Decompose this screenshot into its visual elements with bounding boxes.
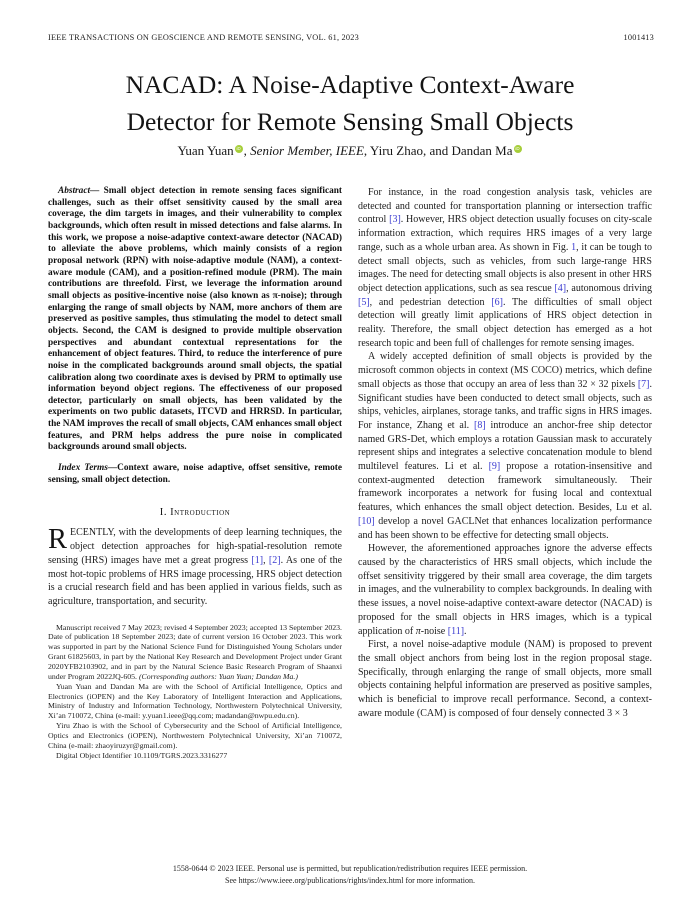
author-membership: Senior Member, IEEE — [250, 143, 364, 158]
citation-link[interactable]: [5] — [358, 296, 370, 308]
index-terms-paragraph — [48, 463, 342, 486]
footer-copyright: 1558-0644 © 2023 IEEE. Personal use is permitted, but republication/redistribution requires IEEE permission. — [172, 864, 528, 873]
author-separator: , — [243, 143, 251, 158]
index-terms-label: Index Terms— — [58, 463, 118, 474]
footnote-block — [48, 623, 342, 761]
intro-paragraph — [48, 526, 342, 608]
citation-link[interactable]: [11] — [447, 625, 465, 637]
paper-title — [30, 66, 670, 140]
citation-link[interactable]: [10] — [358, 515, 375, 527]
author-line — [0, 143, 700, 159]
citation-link[interactable]: [2] — [268, 554, 281, 566]
running-header — [48, 33, 654, 42]
citation-link[interactable]: [9] — [488, 461, 501, 473]
two-column-body — [48, 186, 652, 760]
footnote-manuscript: Manuscript received 7 May 2023; revised 4 September 2023; accepted 13 September 2023. Date of publication 18 September 2023; date of current version 16 October 2023. This work was supported in part by the National Science Fund for Distinguished Young Scholars under Grant 61825603, in part by the National Key Research and Development Project under Grant 2020YFB2103902, and in part by the Natural Science Basic Research Program of Shaanxi under Program 2022JQ-605. (Corresponding authors: Yuan Yuan; Dandan Ma.) — [48, 622, 342, 681]
footnote-doi: Digital Object Identifier 10.1109/TGRS.2023.3316277 — [56, 750, 228, 760]
title-line-1: NACAD: A Noise-Adaptive Context-Aware — [125, 70, 575, 99]
footer-url-line: See https://www.ieee.org/publications/rights/index.html for more information. — [225, 875, 475, 885]
abstract-text: Small object detection in remote sensing faces significant challenges, such as their offset sensitivity caused by the small area coverage, the dim targets in images, and their vulnerability to complex backgrounds, which often result in missed detections and false alarms. In this work, we propose a noise-adaptive context-aware detector (NACAD) to alleviate the above problems, which mainly consists of a region proposal network (RPN) with noise-adaptive module (NAM), a context-aware module (CAM), and a position-refined module (PRM). The main contributions are threefold. First, we leverage the information around small objects as positive-incentive noise (also known as π-noise); through enlarging the range of small objects by NAM, more anchors of them are preserved as positive samples, thus stimulating the model to detect small objects. Second, the CAM is designed to provide multiple observation perspectives and abundant contextual representations for the enhancement of object features. Third, to reduce the interference of pure noise in the complicated backgrounds around small objects, the spatial calibration along two coordinate axes is devised by PRM to optimally use information beyond object regions. The effectiveness of our proposed detector, particularly on small objects, has been validated by the experiments on two public datasets, ITCVD and HRRSD. In particular, the NAM improves the recall of small objects, CAM enhances small object features, and PRM helps address the pure noise in complicated backgrounds around small objects. — [48, 186, 343, 453]
citation-link[interactable]: [4] — [554, 282, 567, 294]
orcid-icon[interactable]: iD — [515, 146, 520, 151]
section-heading-introduction: I. Introduction — [159, 507, 231, 519]
column-left — [48, 186, 342, 760]
body-paragraph: A widely accepted definition of small objects is provided by the microsoft common objects in context (MS COCO) metrics, which define small objects as those that occupy an area of less than 32 × 32 pixels [7]. Significant studies have been conducted to detect small objects, such as ships, vehicles, airplanes, storage tanks, and traffic signs in HRS images. For instance, Zhang et al. [8] introduce an anchor-free ship detector named GRS-Det, which employs a rotation Gaussian mask to accurately represent ships and integrates a selective concatenation module to blend multilevel features. Li et al. [9] propose a rotation-insensitive and context-augmented detection framework simultaneously. Their framework incorporates a network for fusing local and contextual features, which enhances the small object detection. Besides, Lu et al. [10] develop a novel GACLNet that enhances localization performance and has been shown to be effective for detecting small objects. — [358, 351, 653, 541]
author-names-rest: , Yiru Zhao, and Dandan Ma — [363, 143, 513, 158]
citation-link[interactable]: [7] — [637, 378, 650, 390]
intro-text: ECENTLY, with the developments of deep learning techniques, the object detection approaches for high-spatial-resolution remote sensing (HRS) images have met a great progress [1], [2]. As one of the most hot-topic problems of HRS image processing, HRS object detection is a crucial research field and has been applied in various fields, such as agriculture, transportation, and security. — [48, 527, 343, 607]
journal-title: IEEE TRANSACTIONS ON GEOSCIENCE AND REMOTE SENSING, VOL. 61, 2023 — [48, 33, 359, 42]
index-terms-text: Context aware, noise adaptive, offset sensitive, remote sensing, small object detection. — [48, 463, 342, 485]
footnote-affiliation-1: Yuan Yuan and Dandan Ma are with the School of Artificial Intelligence, Optics and Electronics (iOPEN) and the Key Laboratory of Intelligent Interaction and Applications, Ministry of Industry and Information Technology, Northwestern Polytechnical University, Xi’an 710072, China (e-mail: y.yuan1.ieee@qq.com; madandan@nwpu.edu.cn). — [48, 681, 342, 721]
body-paragraph: For instance, in the road congestion analysis task, vehicles are detected and counted for transportation planning or intersection traffic control [3]. However, HRS object detection usually focuses on city-scale information extraction, which requires HRS images of a very large range, such as a whole urban area. As shown in Fig. 1, it can be tough to detect small objects, such as vehicles, from such large-range HRS images. The need for detecting small objects is also present in other HRS object detection applications, such as sea rescue [4], autonomous driving [5], and pedestrian detection [6]. The difficulties of small object detection will greatly limit applications of HRS object detection in reality. Therefore, the small object detection has emerged as a hot research topic and been full of challenges for remote sensing images. — [358, 187, 653, 349]
column-right — [358, 186, 652, 760]
page-footer — [0, 863, 700, 886]
citation-link[interactable]: [1] — [251, 554, 264, 566]
citation-link[interactable]: [3] — [389, 214, 401, 226]
body-paragraph: First, a novel noise-adaptive module (NAM) is proposed to prevent the small object anchors from being lost in the region proposal stage. Specifically, through enlarging the range of small objects, more small objects containing helpful information are preserved as positive samples, which is beneficial to improve recall performance. Second, a context-aware module (CAM) is composed of four densely connected 3 × 3 — [358, 639, 652, 719]
abstract-label: Abstract— — [58, 186, 104, 196]
citation-link[interactable]: [6] — [491, 296, 503, 308]
orcid-icon[interactable]: iD — [236, 146, 241, 151]
title-line-2: Detector for Remote Sensing Small Objects — [126, 107, 574, 136]
citation-link[interactable]: [8] — [474, 419, 486, 431]
body-paragraph: However, the aforementioned approaches ignore the adverse effects caused by the characteristics of HRS small objects, which include the offset sensitivity triggered by their small area coverage, the dim targets in images, and the vulnerability to complex backgrounds. In dealing with these issues, a novel noise-adaptive context-aware detector (NACAD) is proposed for the small objects in HRS images, which is a typical application of π-noise [11]. — [358, 543, 652, 637]
abstract-paragraph — [48, 186, 342, 454]
citation-link[interactable]: 1 — [571, 241, 577, 253]
author-name-yuan-yuan: Yuan Yuan — [177, 143, 234, 158]
intro-dropcap: R — [48, 524, 68, 556]
page-number: 1001413 — [623, 33, 654, 42]
footnote-affiliation-2: Yiru Zhao is with the School of Cybersecurity and the School of Artificial Intelligence, Optics and Electronics (iOPEN), Northwestern Polytechnical University, Xi’an 710072, China (e-mail: zhaoyiruzyr@gmail.com). — [48, 721, 342, 750]
